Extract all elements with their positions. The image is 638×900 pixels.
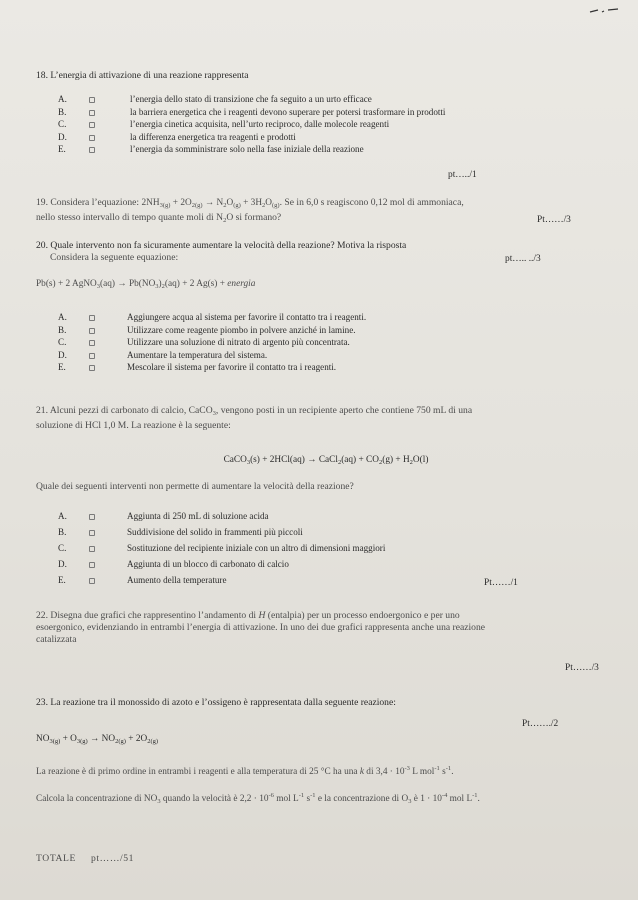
question-22-line1: 22. Disegna due grafici che rappresentino l’andamento di H (entalpia) per un processo endoergonico e per uno bbox=[36, 610, 460, 621]
checkbox-icon[interactable] bbox=[89, 340, 95, 346]
option-text: Suddivisione del solido in frammenti più piccoli bbox=[127, 527, 303, 537]
option-letter: C. bbox=[58, 337, 67, 347]
option-20-c[interactable] bbox=[36, 336, 616, 349]
question-22-points: Pt……/3 bbox=[565, 663, 599, 673]
option-18-b[interactable] bbox=[36, 106, 616, 119]
question-21 bbox=[36, 405, 616, 432]
question-20-points: pt….. ../3 bbox=[505, 254, 541, 264]
option-text: Sostituzione del recipiente iniziale con un altro di dimensioni maggiori bbox=[127, 543, 386, 553]
option-letter: B. bbox=[58, 324, 67, 335]
equation-21: CaCO$_3$(s) + 2HCl(aq) → CaCl$_2$(aq) + $CO_2(g) + H_2O(l)$ bbox=[223, 455, 429, 466]
option-20-e[interactable] bbox=[36, 361, 616, 374]
checkbox-icon[interactable] bbox=[89, 110, 95, 116]
question-21-line2: soluzione di HCl 1,0 M. La reazione è la seguente: bbox=[36, 420, 231, 431]
option-letter: B. bbox=[58, 106, 67, 117]
question-19-line1: 19. Considera l’equazione: $2NH_{3(g)} + 2O_{2(g)} \to N_2O_{(g)} + 3H_2O_{(g)}$. Se in 6,0 s reagiscono 0,12 mol di ammoniaca, bbox=[36, 197, 464, 209]
option-letter: B. bbox=[58, 527, 67, 537]
checkbox-icon[interactable] bbox=[89, 562, 95, 568]
option-text: Aggiunta di 250 mL di soluzione acida bbox=[127, 511, 269, 521]
option-text: l’energia dello stato di transizione che fa seguito a un urto efficace bbox=[130, 94, 372, 104]
option-text: la barriera energetica che i reagenti devono superare per potersi trasformare in prodotti bbox=[130, 106, 446, 117]
checkbox-icon[interactable] bbox=[89, 122, 95, 128]
question-23-title: 23. La reazione tra il monossido di azoto e l’ossigeno è rappresentata dalla seguente reazione: bbox=[36, 697, 396, 708]
question-18-title: 18. L’energia di attivazione di una reazione rappresenta bbox=[36, 70, 249, 81]
question-23-line2: Calcola la concentrazione di $NO_3$ quando la velocità è $2,2 \cdot 10^{-6}$ mol $L^{-1}$ $s^{-1}$ e la concentrazione di $O_3$ è $1 \cdot 10^{-4}$ mol $L^{-1}$. bbox=[36, 792, 480, 805]
question-20-title: 20. Quale intervento non fa sicuramente aumentare la velocità della reazione? Motiva la risposta bbox=[36, 240, 407, 251]
checkbox-icon[interactable] bbox=[89, 353, 95, 359]
option-letter: D. bbox=[58, 349, 67, 360]
option-21-b[interactable] bbox=[36, 524, 616, 540]
option-letter: E. bbox=[58, 144, 66, 154]
question-22-line2: esoergonico, evidenziando in entrambi l’energia di attivazione. In uno dei due grafici rappresenta anche una reazione bbox=[36, 622, 486, 633]
equation-19: $2NH_{3(g)} + 2O_{2(g)} \to N_2O_{(g)} + 3H_2O_{(g)}$ bbox=[141, 198, 280, 209]
question-22 bbox=[36, 610, 616, 646]
checkbox-icon[interactable] bbox=[89, 546, 95, 552]
option-letter: A. bbox=[58, 94, 67, 104]
question-20-options bbox=[36, 311, 616, 374]
total-row bbox=[36, 853, 616, 865]
question-18-points: pt…../1 bbox=[448, 170, 477, 180]
option-letter: C. bbox=[58, 119, 67, 129]
option-18-a[interactable] bbox=[36, 93, 616, 106]
option-text: Utilizzare come reagente piombo in polvere anziché in lamine. bbox=[127, 324, 356, 335]
equation-23: $NO_{3(g)} + O_{3(g)} \to NO_{2(g)} + 2O_{2(g)}$ bbox=[36, 734, 159, 745]
option-letter: A. bbox=[58, 312, 67, 322]
question-21-question: Quale dei seguenti interventi non permette di aumentare la velocità della reazione? bbox=[36, 481, 354, 492]
option-letter: A. bbox=[58, 511, 67, 521]
option-text: l’energia da somministrare solo nella fase iniziale della reazione bbox=[130, 144, 364, 154]
option-text: Utilizzare una soluzione di nitrato di argento più concentrata. bbox=[127, 337, 350, 347]
question-18-options bbox=[36, 93, 616, 156]
question-20-subtitle: Considera la seguente equazione: bbox=[50, 252, 179, 263]
option-text: Aggiungere acqua al sistema per favorire il contatto tra i reagenti. bbox=[127, 312, 367, 322]
question-19-line2: nello stesso intervallo di tempo quante moli di $N_2O$ si formano? bbox=[36, 212, 282, 224]
option-21-a[interactable] bbox=[36, 508, 616, 524]
question-21-points: Pt……/1 bbox=[484, 578, 518, 588]
question-23-line1: La reazione è di primo ordine in entrambi i reagenti e alla temperatura di 25 °C ha una k di $3,4 \cdot 10^{-3}$ L mol$^{-1}$ $s^{-1}$. bbox=[36, 765, 454, 777]
option-letter: E. bbox=[58, 575, 66, 585]
option-18-d[interactable] bbox=[36, 131, 616, 144]
option-18-c[interactable] bbox=[36, 118, 616, 131]
option-letter: D. bbox=[58, 559, 67, 569]
question-21-options bbox=[36, 508, 616, 588]
checkbox-icon[interactable] bbox=[89, 97, 95, 103]
checkbox-icon[interactable] bbox=[89, 530, 95, 536]
option-text: Mescolare il sistema per favorire il contatto tra i reagenti. bbox=[127, 362, 337, 372]
question-23-points: Pt……./2 bbox=[522, 719, 559, 729]
checkbox-icon[interactable] bbox=[89, 315, 95, 321]
option-20-d[interactable] bbox=[36, 349, 616, 362]
option-21-d[interactable] bbox=[36, 556, 616, 572]
checkbox-icon[interactable] bbox=[89, 328, 95, 334]
question-22-line3: catalizzata bbox=[36, 634, 77, 645]
option-18-e[interactable] bbox=[36, 143, 616, 156]
checkbox-icon[interactable] bbox=[89, 135, 95, 141]
option-21-e[interactable] bbox=[36, 572, 616, 588]
question-18 bbox=[36, 70, 616, 82]
question-23 bbox=[36, 697, 616, 709]
option-text: Aumento della temperature bbox=[127, 575, 227, 585]
option-letter: E. bbox=[58, 362, 66, 372]
equation-20: Pb(s) + 2 AgNO$_3$(aq) → $Pb(NO_3)_2(aq) + 2$ Ag(s) + energia bbox=[36, 279, 256, 290]
option-letter: D. bbox=[58, 131, 67, 142]
option-text: la differenza energetica tra reagenti e prodotti bbox=[130, 131, 296, 142]
option-letter: C. bbox=[58, 543, 67, 553]
total-value: pt……/51 bbox=[90, 853, 135, 864]
checkbox-icon[interactable] bbox=[89, 578, 95, 584]
pen-mark bbox=[588, 6, 628, 16]
checkbox-icon[interactable] bbox=[89, 514, 95, 520]
question-19-points: Pt……/3 bbox=[537, 215, 571, 225]
option-text: Aumentare la temperatura del sistema. bbox=[127, 349, 268, 360]
option-text: Aggiunta di un blocco di carbonato di calcio bbox=[127, 559, 289, 569]
option-20-a[interactable] bbox=[36, 311, 616, 324]
total-label: TOTALE bbox=[36, 853, 76, 864]
option-text: l’energia cinetica acquisita, nell’urto reciproco, dalle molecole reagenti bbox=[130, 119, 390, 129]
question-21-line1: 21. Alcuni pezzi di carbonato di calcio, CaCO$_3$, vengono posti in un recipiente aperto che contiene 750 mL di una bbox=[36, 405, 473, 417]
checkbox-icon[interactable] bbox=[89, 147, 95, 153]
checkbox-icon[interactable] bbox=[89, 365, 95, 371]
option-21-c[interactable] bbox=[36, 540, 616, 556]
option-20-b[interactable] bbox=[36, 324, 616, 337]
